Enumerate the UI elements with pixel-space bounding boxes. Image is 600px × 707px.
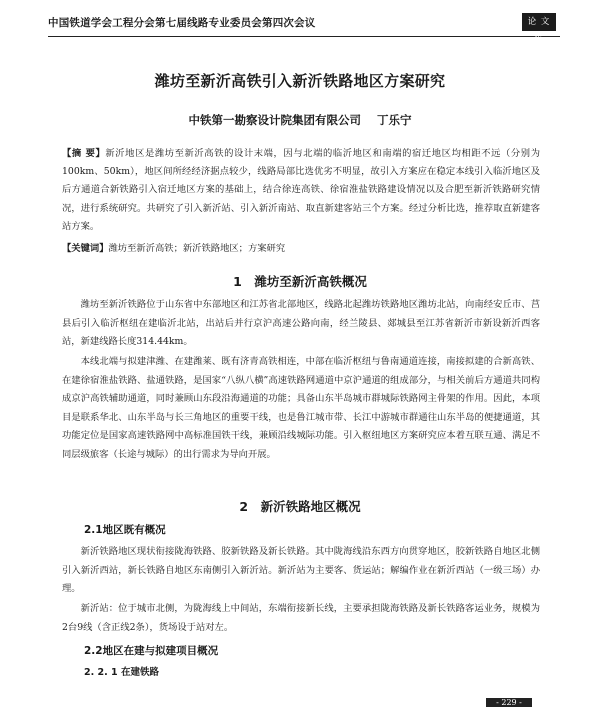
section-1-paragraph-2: 本线北端与拟建津潍、在建潍莱、既有济青高铁相连，中部在临沂枢纽与鲁南通道连接，南接拟建的合新高铁、在建徐宿淮盐铁路、盐通铁路，是国家“八纵八横”高速铁路网通道中京沪通道的组成部分，与相关前后方通道共同构成京沪高铁辅助通道，同时兼顾山东段沿海通道的功能；具备山东半岛城市群城际铁路网主骨架的作用。因此，本项目是联系华北、山东半岛与长三角地区的重要干线，也是鲁江城市带、长江中游城市群通往山东半岛的便捷通道，其功能定位是国家高速铁路网中高标准国铁干线，兼顾沿线城际功能。引入枢纽地区方案研究应本着互联互通、满足不同层级旅客（长途与城际）的出行需求为导向开展。	[62, 356, 540, 460]
section-2-heading: 2 新沂铁路地区概况	[239, 499, 361, 514]
header-title: 中国铁道学会工程分会第七届线路专业委员会第四次会议	[48, 17, 316, 29]
keywords-text: 潍坊至新沂高铁；新沂铁路地区；方案研究	[108, 243, 286, 254]
section-1-paragraph-1: 潍坊至新沂铁路位于山东省中东部地区和江苏省北部地区，线路北起潍坊铁路地区潍坊北站，向南经安丘市、莒县后引入临沂枢纽在建临沂北站，出站后并行京沪高速公路向南，经兰陵县、郯城县至江苏省新沂市新设新沂西客站，新建线路长度314.44km。	[62, 299, 540, 348]
abstract-label: 【摘 要】	[62, 148, 106, 159]
abstract-text: 新沂地区是潍坊至新沂高铁的设计末端，因与北端的临沂地区和南端的宿迁地区均相距不远（分别为 100km、50km），地区间所经经济据点较少，线路局部比选优劣不明显，故引入方案应在稳定本线引入临沂地区及后方通道合新铁路引入宿迁地区方案的基础上，结合徐连高铁、徐宿淮盐铁路建设情况以及合肥至新沂铁路研究情况，进行系统研究。共研究了引入新沂站、引入新沂南站、取直新建客站三个方案。经过分析比选，推荐取直新建客站方案。	[62, 148, 540, 232]
abstract	[62, 145, 540, 236]
keywords-label: 【关键词】	[62, 243, 109, 254]
subsection-2-2-1-heading: 2. 2. 1 在建铁路	[84, 667, 159, 678]
subsection-2-1-heading: 2.1地区既有概况	[84, 524, 166, 536]
affiliation: 中铁第一勘察设计院集团有限公司	[188, 113, 361, 127]
subsection-2-1-paragraph-1: 新沂铁路地区现状衔接陇海铁路、胶新铁路及新长铁路。其中陇海线沿东西方向贯穿地区，胶新铁路自地区北侧引入新沂西站，新长铁路自地区东南侧引入新沂站。新沂站为主要客、货运站；解编作业在新沂西站（一级三场）办理。	[62, 546, 540, 595]
paper-title: 潍坊至新沂高铁引入新沂铁路地区方案研究	[154, 72, 446, 90]
subsection-2-2-heading: 2.2地区在建与拟建项目概况	[84, 645, 219, 657]
keywords	[62, 240, 540, 258]
running-header	[48, 12, 560, 45]
author-line	[0, 112, 600, 128]
page-number: - 229 -	[486, 698, 532, 707]
proceedings-badge: 论 文 集	[522, 13, 556, 31]
section-1-heading: 1 潍坊至新沂高铁概况	[233, 274, 367, 289]
author-name: 丁乐宁	[377, 113, 412, 127]
subsection-2-1-paragraph-2: 新沂站：位于城市北侧，为陇海线上中间站，东端衔接新长线，主要承担陇海铁路及新长铁路客运业务，规模为2台9线（含正线2条），货场设于站对左。	[62, 603, 540, 633]
